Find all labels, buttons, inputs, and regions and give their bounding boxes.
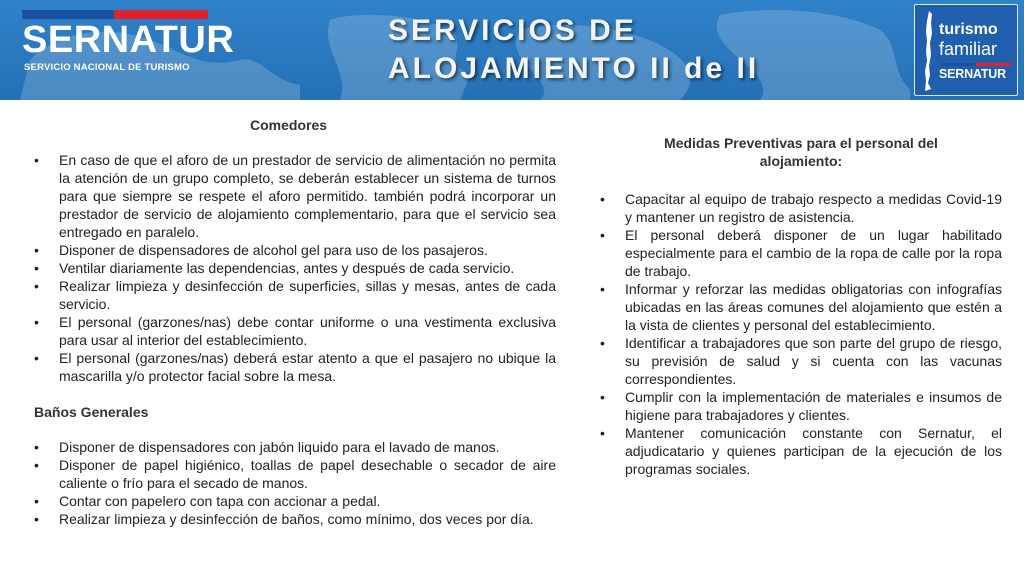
page-title — [388, 12, 828, 88]
banos-heading: Baños Generales — [34, 404, 149, 420]
logo-turismo-text: turismo — [939, 21, 998, 38]
logo-subtitle: SERVICIO NACIONAL DE TURISMO — [24, 62, 190, 73]
list-item: • Realizar limpieza y desinfección de superficies, sillas y mesas, antes de cada servicio. — [34, 277, 556, 313]
list-item: • Informar y reforzar las medidas obligatorias con infografías ubicadas en las áreas comunes del alojamiento que estén a la vista de clientes y personal del establecimiento. — [600, 280, 1002, 334]
list-item: • Capacitar al equipo de trabajo respecto a medidas Covid-19 y mantener un registro de asistencia. — [600, 190, 1002, 226]
list-item: • Disponer de dispensadores de alcohol gel para uso de los pasajeros. — [34, 241, 556, 259]
list-item: • Mantener comunicación constante con Sernatur, el adjudicatario y quienes participan de la ejecución de los programas sociales. — [600, 424, 1002, 478]
list-item: • Contar con papelero con tapa con accionar a pedal. — [34, 492, 556, 510]
list-item: • Ventilar diariamente las dependencias, antes y después de cada servicio. — [34, 259, 556, 277]
logo-sernatur-text: SERNATUR — [939, 67, 1006, 81]
list-item: • Disponer de papel higiénico, toallas de papel desechable o secador de aire caliente o frío para el secado de manos. — [34, 456, 556, 492]
list-item: • El personal (garzones/nas) debe contar uniforme o una vestimenta exclusiva para usar al interior del establecimiento. — [34, 313, 556, 349]
chile-map-icon — [921, 11, 937, 91]
medidas-heading: Medidas Preventivas para el personal del alojamiento: — [664, 135, 938, 169]
list-item: • En caso de que el aforo de un prestador de servicio de alimentación no permita la atención de un grupo completo, se deberán establecer un sistema de turnos para que siempre se respete el aforo permitido. también podrá incorporar un prestador de servicio de alojamiento complementario, para que el servicio sea entregado en paralelo. — [34, 151, 556, 241]
list-item: • Disponer de dispensadores con jabón liquido para el lavado de manos. — [34, 438, 556, 456]
logo-familiar-text: familiar — [939, 39, 998, 59]
header-banner — [0, 0, 1024, 100]
banos-list — [34, 438, 556, 528]
comedores-list — [34, 151, 556, 385]
sernatur-logo — [22, 10, 235, 76]
list-item: • Realizar limpieza y desinfección de baños, como mínimo, dos veces por día. — [34, 510, 556, 528]
list-item: • El personal (garzones/nas) deberá estar atento a que el pasajero no ubique la mascarilla y/o protector facial sobre la mesa. — [34, 349, 556, 385]
medidas-list — [600, 190, 1002, 478]
list-item: • El personal deberá disponer de un lugar habilitado especialmente para el cambio de la ropa de calle por la ropa de trabajo. — [600, 226, 1002, 280]
flag-bars — [22, 10, 208, 19]
page-title-line1: SERVICIOS DE — [388, 14, 637, 47]
comedores-heading: Comedores — [250, 117, 328, 133]
logo-wordmark: SERNATUR — [22, 19, 235, 61]
page-title-line2: ALOJAMIENTO II de II — [388, 52, 760, 85]
right-column — [600, 134, 1002, 478]
list-item: • Cumplir con la implementación de materiales e insumos de higiene para trabajadores y clientes. — [600, 388, 1002, 424]
turismo-familiar-logo — [914, 4, 1018, 96]
list-item: • Identificar a trabajadores que son parte del grupo de riesgo, su previsión de salud y si cuenta con las vacunas correspondientes. — [600, 334, 1002, 388]
logo-color-bars — [941, 63, 1011, 66]
left-column — [34, 116, 556, 528]
